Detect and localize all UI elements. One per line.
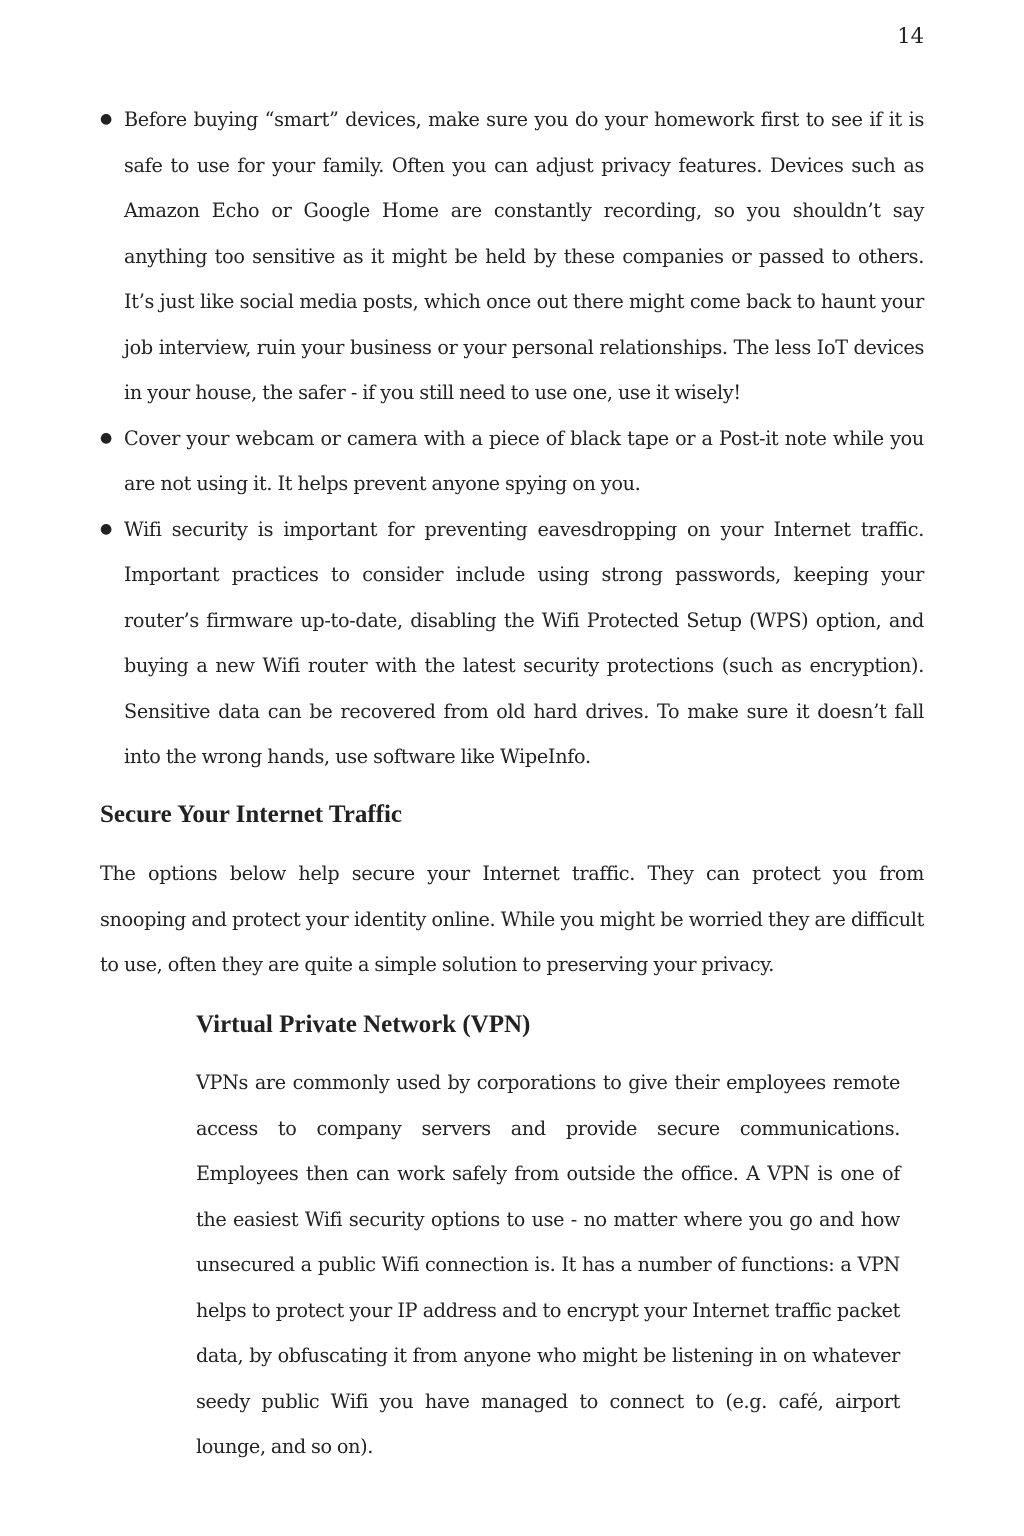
subsection-heading: Virtual Private Network (VPN) bbox=[196, 1011, 531, 1038]
bullet-text: Wifi security is important for preventing eavesdropping on your Internet traffic. Important practices to consider include using strong passwords, keeping your router’s firmware up-to-date, disabling the Wifi Protected Setup (WPS) option, and buying a new Wifi router with the latest security protections (such as encryption). Sensitive data can be recovered from old hard drives. To make sure it doesn’t fall into the wrong hands, use software like WipeInfo. bbox=[124, 517, 924, 768]
list-item bbox=[100, 507, 924, 780]
bullet-icon: ● bbox=[100, 111, 112, 127]
section-heading: Secure Your Internet Traffic bbox=[100, 801, 403, 828]
bullet-text: Cover your webcam or camera with a piece of black tape or a Post-it note while you are not using it. It helps prevent anyone spying on you. bbox=[124, 426, 924, 495]
section-paragraph: The options below help secure your Internet traffic. They can protect you from snooping and protect your identity online. While you might be worried they are difficult to use, often they are quite a simple solution to preserving your privacy. bbox=[100, 862, 924, 976]
list-item bbox=[100, 97, 924, 416]
bullet-icon: ● bbox=[100, 429, 112, 446]
bullet-icon: ● bbox=[100, 520, 112, 537]
bullet-text: Before buying “smart” devices, make sure you do your homework first to see if it is safe to use for your family. Often you can adjust privacy features. Devices such as Amazon Echo or Google Home are constantly recording, so you shouldn’t say anything too sensitive as it might be held by these companies or passed to others. It’s just like social media posts, which once out there might come back to haunt your job interview, ruin your business or your personal relationships. The less IoT devices in your house, the safer - if you still need to use one, use it wisely! bbox=[124, 108, 924, 404]
page-number: 14 bbox=[897, 24, 924, 48]
subsection-paragraph: VPNs are commonly used by corporations to give their employees remote access to company servers and provide secure communications. Employees then can work safely from outside the office. A VPN is one of the easiest Wifi security options to use - no matter where you go and how unsecured a public Wifi connection is. It has a number of functions: a VPN helps to protect your IP address and to encrypt your Internet traffic packet data, by obfuscating it from anyone who might be listening in on whatever seedy public Wifi you have managed to connect to (e.g. café, airport lounge, and so on). bbox=[196, 1071, 900, 1458]
bullet-list bbox=[100, 97, 924, 780]
list-item bbox=[100, 416, 924, 507]
